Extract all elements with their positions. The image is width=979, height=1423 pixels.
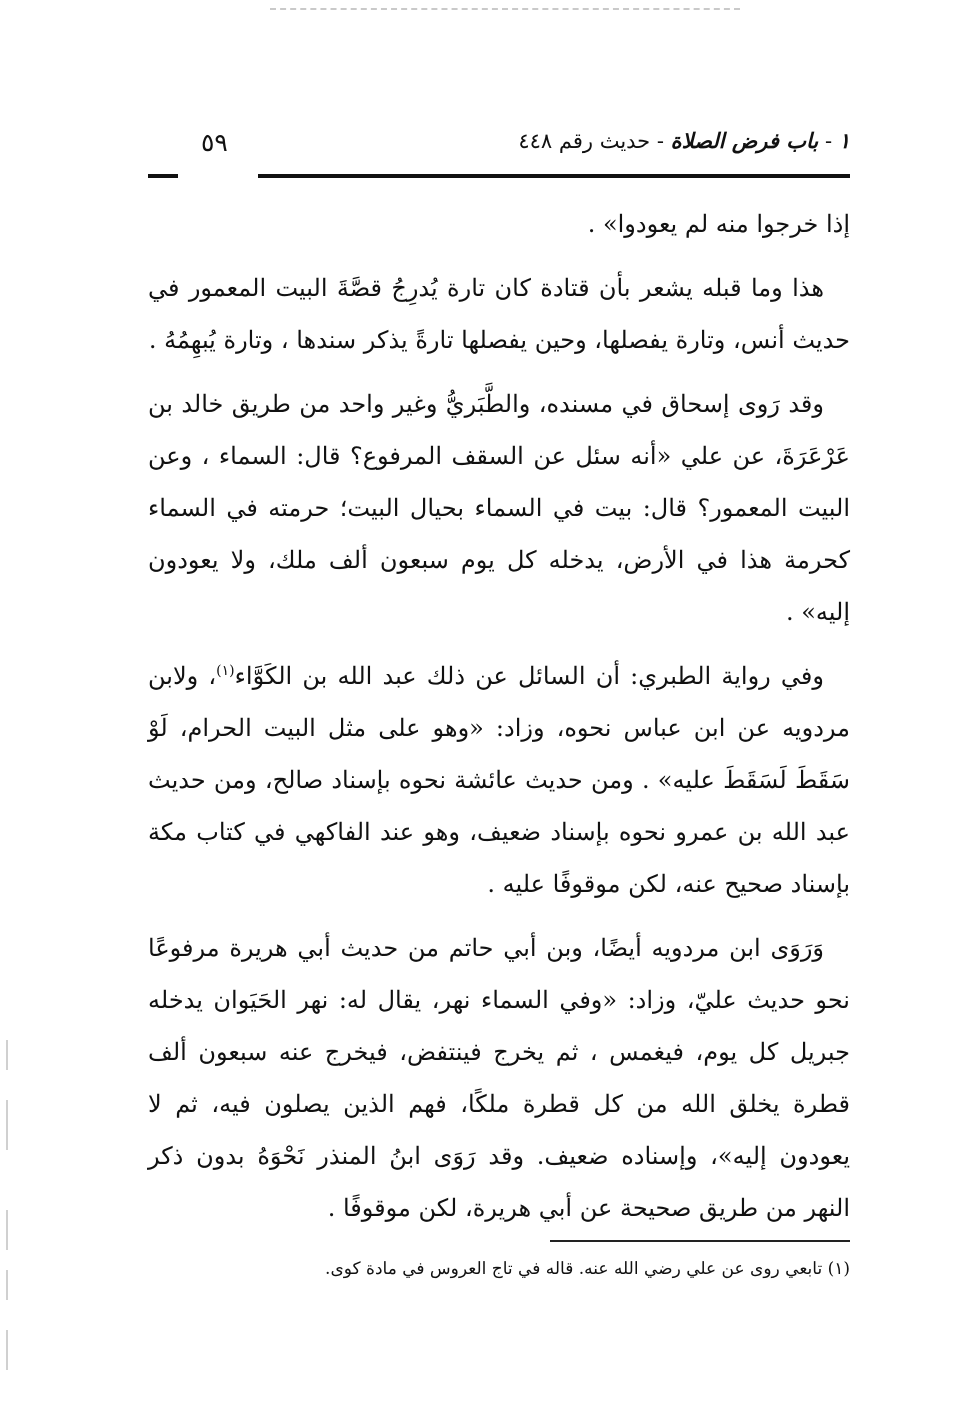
header-rule [258,174,850,178]
running-title [518,128,850,153]
hadith-reference: حديث رقم ٤٤٨ [518,129,651,153]
edge-mark [6,1100,8,1150]
edge-mark [6,1270,8,1300]
edge-mark [6,1210,8,1250]
paragraph: وَرَوَى ابن مردويه أيضًا، وبن أبي حاتم من حديث أبي هريرة مرفوعًا نحو حديث عليّ، وزاد: «وفي السماء نهر، يقال له: نهر الحَيَوان يدخله جبريل كل يوم، فيغمس ، ثم يخرج فينتفض، فيخرج عنه سبعون ألف قطرة يخلق الله من كل قطرة ملكًا، فهم الذين يصلون فيه، ثم لا يعودون إليه»، وإسناده ضعيف. وقد رَوَى ابنُ المنذر نَحْوَهُ بدون ذكر النهر من طريق صحيحة عن أبي هريرة، لكن موقوفًا . [148,934,850,1222]
top-dashed-line [270,8,740,10]
paragraph [148,650,850,910]
title-separator: - [650,129,671,153]
paragraph-text: ، ولابن مردويه عن ابن عباس نحوه، وزاد: «وهو على مثل البيت الحرام، لَوْ سَقَطَ لَسَقَطَ عليه» . ومن حديث عائشة نحوه بإسناد صالح، ومن حديث عبد الله بن عمرو نحوه بإسناد ضعيف، وهو عند الفاكهي في كتاب مكة بإسناد صحيح عنه، لكن موقوفًا عليه . [148,662,850,898]
paragraph: وقد رَوى إسحاق في مسنده، والطَّبَريُّ وغير واحد من طريق خالد بن عَرْعَرَةَ، عن علي «أنه سئل عن السقف المرفوع؟ قال: السماء ، وعن البيت المعمور؟ قال: بيت في السماء بحيال البيت؛ حرمته في السماء كحرمة هذا في الأرض، يدخله كل يوم سبعون ألف ملك، ولا يعودون إليه» . [148,390,850,626]
title-separator: - [818,129,839,153]
footnote: (١) تابعي روى عن علي رضي الله عنه. قاله في تاج العروس في مادة كوى. [325,1259,850,1279]
footnote-separator [550,1240,850,1242]
paragraph-text: وفي رواية الطبري: أن السائل عن ذلك عبد الله بن الكَوَّاء [234,662,824,690]
paragraph: إذا خرجوا منه لم يعودوا» . [587,210,850,238]
main-text [148,198,850,1234]
chapter-title: باب فرض الصلاة [670,128,819,153]
edge-mark [6,1040,8,1070]
page-number-rule [148,174,178,178]
footnote-reference[interactable]: (١) [216,663,235,679]
page-number: ٥٩ [201,128,228,157]
chapter-number: ١ [838,128,850,153]
page-header [148,128,850,184]
paragraph: هذا وما قبله يشعر بأن قتادة كان تارة يُدرِجُ قصَّةَ البيت المعمور في حديث أنس، وتارة يفصلها، وحين يفصلها تارةً يذكر سندها ، وتارة يُبهِمُهُ . [148,274,850,354]
edge-mark [6,1330,8,1370]
